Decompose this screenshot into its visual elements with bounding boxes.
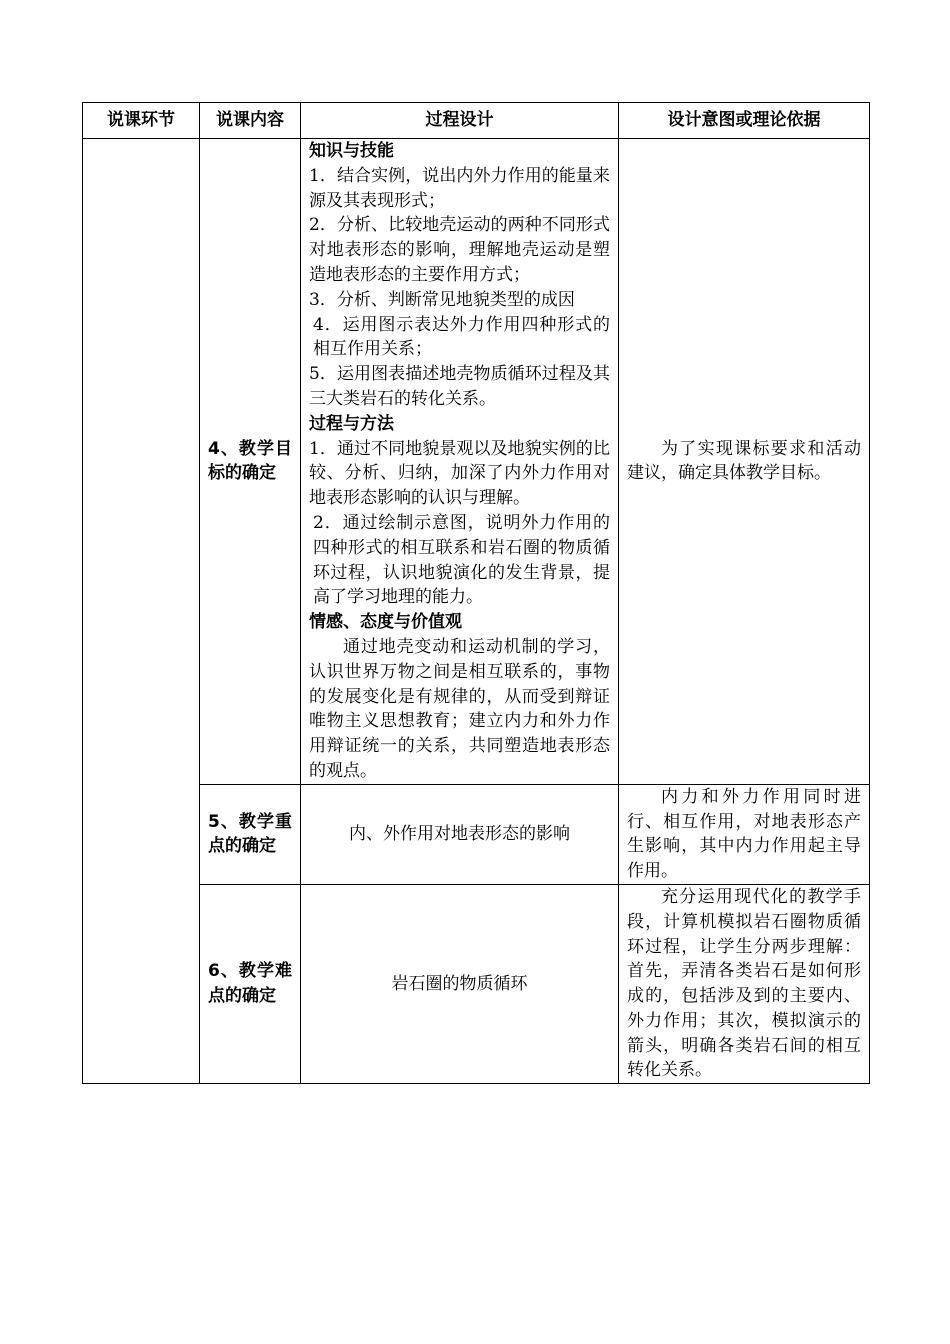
header-content: 说课内容 <box>200 103 301 139</box>
knowledge-item-3: 3．分析、判断常见地貌类型的成因 <box>309 289 575 310</box>
design-objectives <box>301 139 619 785</box>
intent-difficulties: 充分运用现代化的教学手段，计算机模拟岩石圈物质循环过程，让学生分两步理解：首先，弄清各类岩石是如何形成的，包括涉及到的主要内、外力作用；其次，模拟演示的箭头，明确各类岩石间的相互转化关系。 <box>619 884 870 1083</box>
section-title-knowledge: 知识与技能 <box>309 141 394 161</box>
intent-key-points: 内力和外力作用同时进行、相互作用，对地表形态产生影响，其中内力作用起主导作用。 <box>619 784 870 884</box>
content-objectives: 4、教学目标的确定 <box>200 139 301 785</box>
section-title-process: 过程与方法 <box>309 413 394 434</box>
knowledge-item-2: 2．分析、比较地壳运动的两种不同形式对地表形态的影响，理解地壳运动是塑造地表形态的主要作用方式； <box>309 215 610 285</box>
process-item-1: 1．通过不同地貌景观以及地貌实例的比较、分析、归纳，加深了内外力作用对地表形态影响的认识与理解。 <box>309 438 610 509</box>
knowledge-item-4: 4．运用图示表达外力作用四种形式的相互作用关系； <box>313 314 610 360</box>
row-objectives <box>83 139 870 785</box>
header-phase: 说课环节 <box>83 103 200 139</box>
section-title-values: 情感、态度与价值观 <box>309 612 462 633</box>
content-difficulties: 6、教学难点的确定 <box>200 884 301 1083</box>
intent-objectives: 为了实现课标要求和活动建议，确定具体教学目标。 <box>619 139 870 785</box>
knowledge-item-1: 1．结合实例，说出内外力作用的能量来源及其表现形式； <box>309 165 610 211</box>
row-key-points <box>83 784 870 884</box>
knowledge-item-5: 5．运用图表描述地壳物质循环过程及其三大类岩石的转化关系。 <box>309 364 610 409</box>
header-row <box>83 103 870 139</box>
header-design: 过程设计 <box>301 103 619 139</box>
row-difficulties <box>83 884 870 1083</box>
content-key-points: 5、教学重点的确定 <box>200 784 301 884</box>
design-key-points: 内、外作用对地表形态的影响 <box>301 784 619 884</box>
process-item-2: 2．通过绘制示意图，说明外力作用的四种形式的相互联系和岩石圈的物质循环过程，认识地貌演化的发生背景，提高了学习地理的能力。 <box>313 512 610 608</box>
lesson-plan-table <box>82 102 870 1084</box>
phase-cell <box>83 139 200 1084</box>
design-difficulties: 岩石圈的物质循环 <box>301 884 619 1083</box>
header-intent: 设计意图或理论依据 <box>619 103 870 139</box>
values-item-1: 通过地壳变动和运动机制的学习，认识世界万物之间是相互联系的，事物的发展变化是有规律的，从而受到辩证唯物主义思想教育；建立内力和外力作用辩证统一的关系，共同塑造地表形态的观点。 <box>309 636 610 781</box>
